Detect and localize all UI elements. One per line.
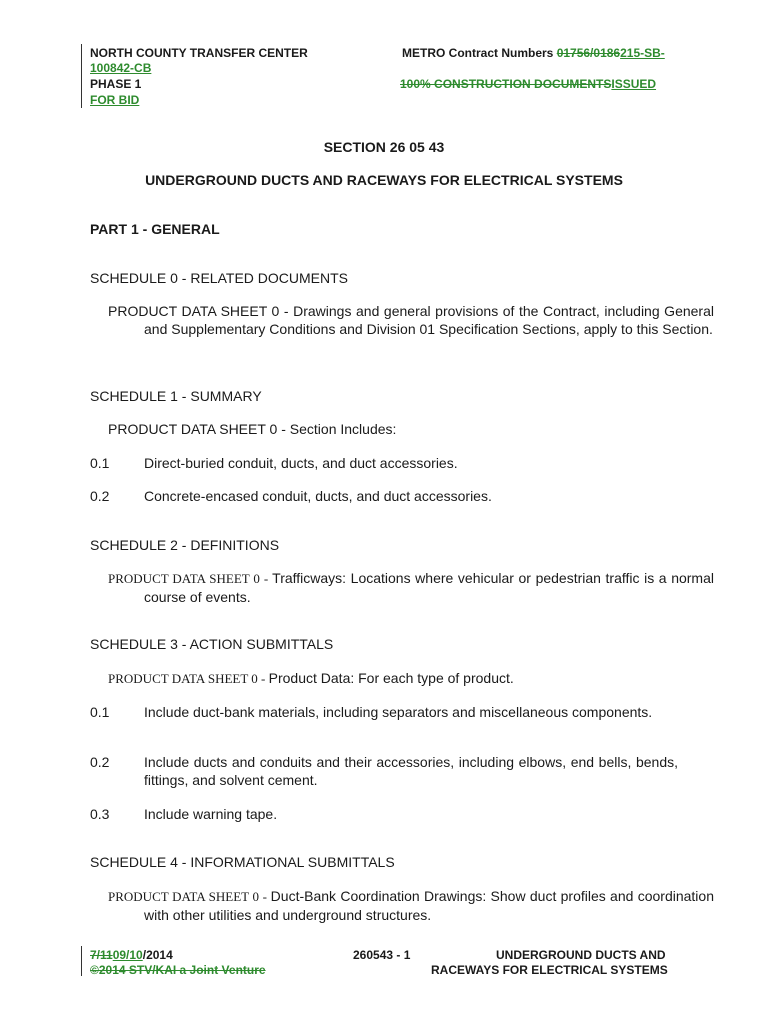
part-heading: PART 1 - GENERAL bbox=[90, 221, 220, 237]
schedule-2-paragraph bbox=[108, 569, 714, 606]
schedule-2-label: PRODUCT DATA SHEET 0 - bbox=[108, 571, 273, 586]
list-item-number: 0.2 bbox=[90, 754, 110, 770]
footer-title-line-2: RACEWAYS FOR ELECTRICAL SYSTEMS bbox=[431, 963, 668, 977]
list-item-text: Direct-buried conduit, ducts, and duct accessories. bbox=[144, 455, 458, 471]
schedule-1-heading: SCHEDULE 1 - SUMMARY bbox=[90, 388, 262, 404]
for-bid: FOR BID bbox=[90, 93, 140, 107]
schedule-2-heading: SCHEDULE 2 - DEFINITIONS bbox=[90, 537, 280, 553]
footer-date bbox=[90, 948, 173, 963]
schedule-3-paragraph bbox=[108, 669, 714, 688]
list-item-text: Include warning tape. bbox=[144, 806, 278, 822]
contract-inserted-continued: 100842-CB bbox=[90, 61, 152, 75]
list-item-text: Include ducts and conduits and their accessories, including elbows, end bells, bends, fittings, and solvent cement. bbox=[144, 754, 678, 788]
phase: PHASE 1 bbox=[90, 77, 142, 91]
footer-copyright: ©2014 STV/KAI a Joint Venture bbox=[90, 963, 266, 977]
list-item-text: Include duct-bank materials, including separators and miscellaneous components. bbox=[144, 704, 653, 720]
schedule-1-paragraph bbox=[108, 420, 714, 438]
date-year: /2014 bbox=[142, 948, 173, 962]
section-title: UNDERGROUND DUCTS AND RACEWAYS FOR ELECTRICAL SYSTEMS bbox=[145, 172, 623, 188]
schedule-3-heading: SCHEDULE 3 - ACTION SUBMITTALS bbox=[90, 636, 334, 652]
schedule-1-text: Section Includes: bbox=[289, 421, 397, 437]
header-change-bar bbox=[81, 44, 82, 108]
schedule-2-text: Trafficways: Locations where vehicular or pedestrian traffic is a normal course of events. bbox=[144, 570, 714, 605]
status-deleted: 100% CONSTRUCTION DOCUMENTS bbox=[400, 77, 612, 91]
list-item-number: 0.1 bbox=[90, 704, 110, 720]
footer-change-bar bbox=[81, 946, 82, 976]
contract-numbers bbox=[402, 46, 665, 61]
schedule-3-label: PRODUCT DATA SHEET 0 - bbox=[108, 671, 269, 686]
schedule-0-heading: SCHEDULE 0 - RELATED DOCUMENTS bbox=[90, 270, 349, 286]
list-item-number: 0.1 bbox=[90, 455, 110, 471]
schedule-0-text: Drawings and general provisions of the Contract, including General and Supplementary Conditions and Division 01 Specification Sections, apply to this Section. bbox=[144, 303, 714, 337]
schedule-4-heading: SCHEDULE 4 - INFORMATIONAL SUBMITTALS bbox=[90, 854, 395, 870]
footer-title-line-1: UNDERGROUND DUCTS AND bbox=[496, 948, 666, 962]
contract-inserted: 215-SB- bbox=[620, 46, 665, 60]
status-inserted: ISSUED bbox=[611, 77, 657, 91]
document-status bbox=[400, 77, 656, 92]
schedule-0-paragraph bbox=[108, 302, 714, 338]
project-name: NORTH COUNTY TRANSFER CENTER bbox=[90, 46, 308, 60]
schedule-4-text: Duct-Bank Coordination Drawings: Show duct profiles and coordination with other utilities and underground structures. bbox=[144, 888, 714, 923]
list-item-text: Concrete-encased conduit, ducts, and duct accessories. bbox=[144, 488, 492, 504]
schedule-0-label: PRODUCT DATA SHEET 0 - bbox=[108, 303, 294, 319]
contract-deleted: 01756/0186 bbox=[556, 46, 621, 60]
schedule-1-label: PRODUCT DATA SHEET 0 - bbox=[108, 421, 290, 437]
date-deleted: 7/11 bbox=[90, 948, 113, 962]
contract-label: METRO Contract Numbers bbox=[402, 46, 557, 60]
schedule-4-paragraph bbox=[108, 887, 714, 924]
list-item-number: 0.2 bbox=[90, 488, 110, 504]
page-number: 260543 - 1 bbox=[353, 948, 411, 962]
list-item-number: 0.3 bbox=[90, 806, 110, 822]
section-number: SECTION 26 05 43 bbox=[323, 139, 445, 155]
date-inserted: 09/10 bbox=[112, 948, 143, 962]
schedule-3-text: Product Data: For each type of product. bbox=[268, 670, 514, 686]
schedule-4-label: PRODUCT DATA SHEET 0 - bbox=[108, 889, 271, 904]
